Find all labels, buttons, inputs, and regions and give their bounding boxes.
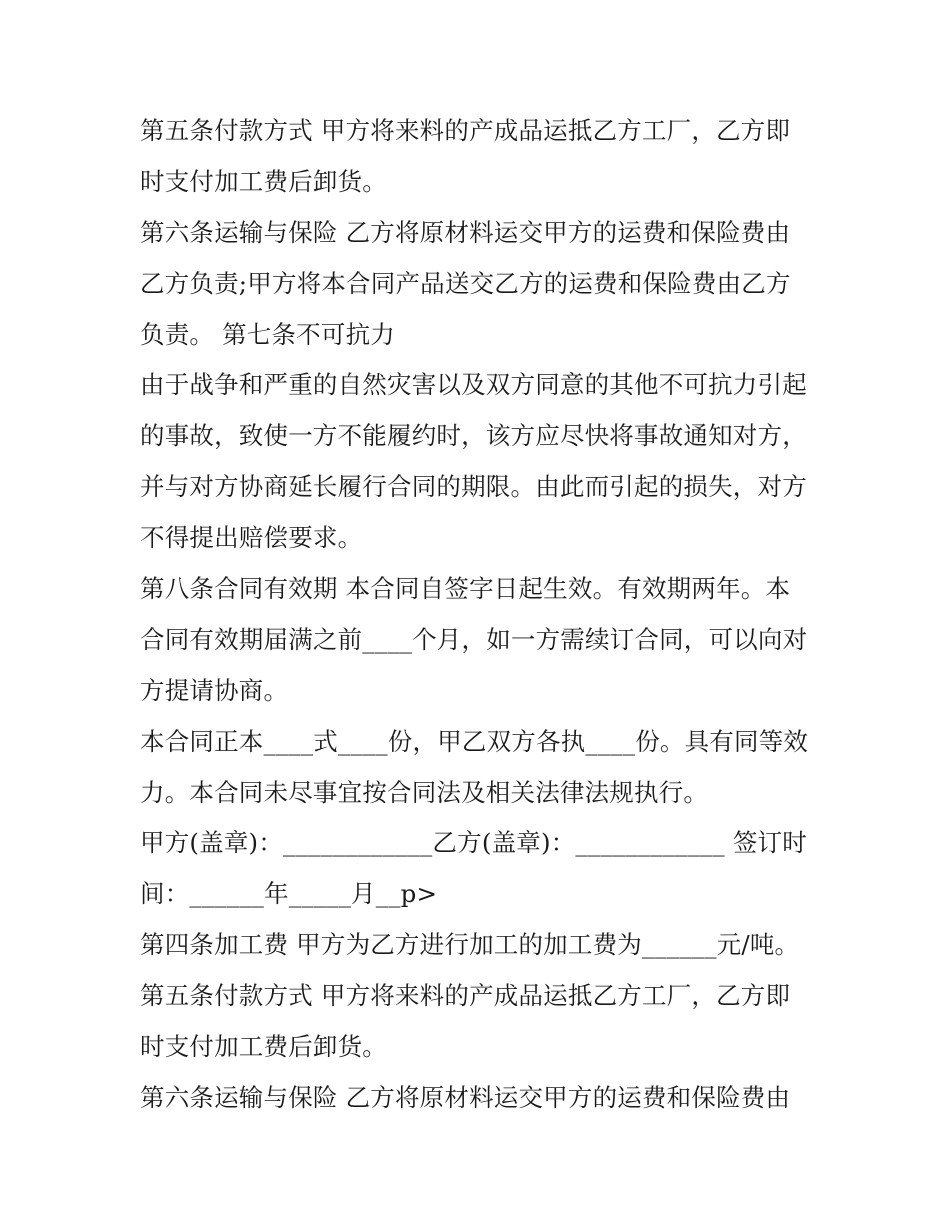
text-line: 第六条运输与保险 乙方将原材料运交甲方的运费和保险费由 bbox=[140, 217, 791, 247]
text-line: 合同有效期届满之前____个月，如一方需续订合同，可以向对 bbox=[140, 624, 808, 654]
text-line: 本合同正本____式____份，甲乙双方各执____份。具有同等效 bbox=[140, 726, 809, 756]
text-line: 时支付加工费后卸货。 bbox=[140, 166, 387, 196]
text-line: 甲方(盖章)：____________乙方(盖章)：____________ 签订时 bbox=[140, 828, 807, 858]
text-line: 第四条加工费 甲方为乙方进行加工的加工费为______元/吨。 bbox=[140, 930, 800, 960]
text-line: 不得提出赔偿要求。 bbox=[140, 523, 363, 553]
text-line: 第八条合同有效期 本合同自签字日起生效。有效期两年。本 bbox=[140, 574, 791, 604]
text-line: 由于战争和严重的自然灾害以及双方同意的其他不可抗力引起 bbox=[140, 370, 807, 400]
text-line: 负责。 第七条不可抗力 bbox=[140, 319, 395, 349]
text-line: 时支付加工费后卸货。 bbox=[140, 1032, 387, 1062]
text-line: 的事故，致使一方不能履约时，该方应尽快将事故通知对方， bbox=[140, 421, 807, 451]
text-line: 间：______年_____月__p> bbox=[140, 879, 438, 909]
text-line: 力。本合同未尽事宜按合同法及相关法律法规执行。 bbox=[140, 777, 709, 807]
text-line: 第六条运输与保险 乙方将原材料运交甲方的运费和保险费由 bbox=[140, 1082, 791, 1112]
text-line: 第五条付款方式 甲方将来料的产成品运抵乙方工厂，乙方即 bbox=[140, 116, 791, 145]
contract-text bbox=[140, 106, 820, 1124]
text-line: 并与对方协商延长履行合同的期限。由此而引起的损失，对方 bbox=[140, 472, 807, 502]
text-line: 方提请协商。 bbox=[140, 675, 289, 705]
text-line: 乙方负责;甲方将本合同产品送交乙方的运费和保险费由乙方 bbox=[140, 268, 791, 298]
text-line: 第五条付款方式 甲方将来料的产成品运抵乙方工厂，乙方即 bbox=[140, 981, 791, 1011]
